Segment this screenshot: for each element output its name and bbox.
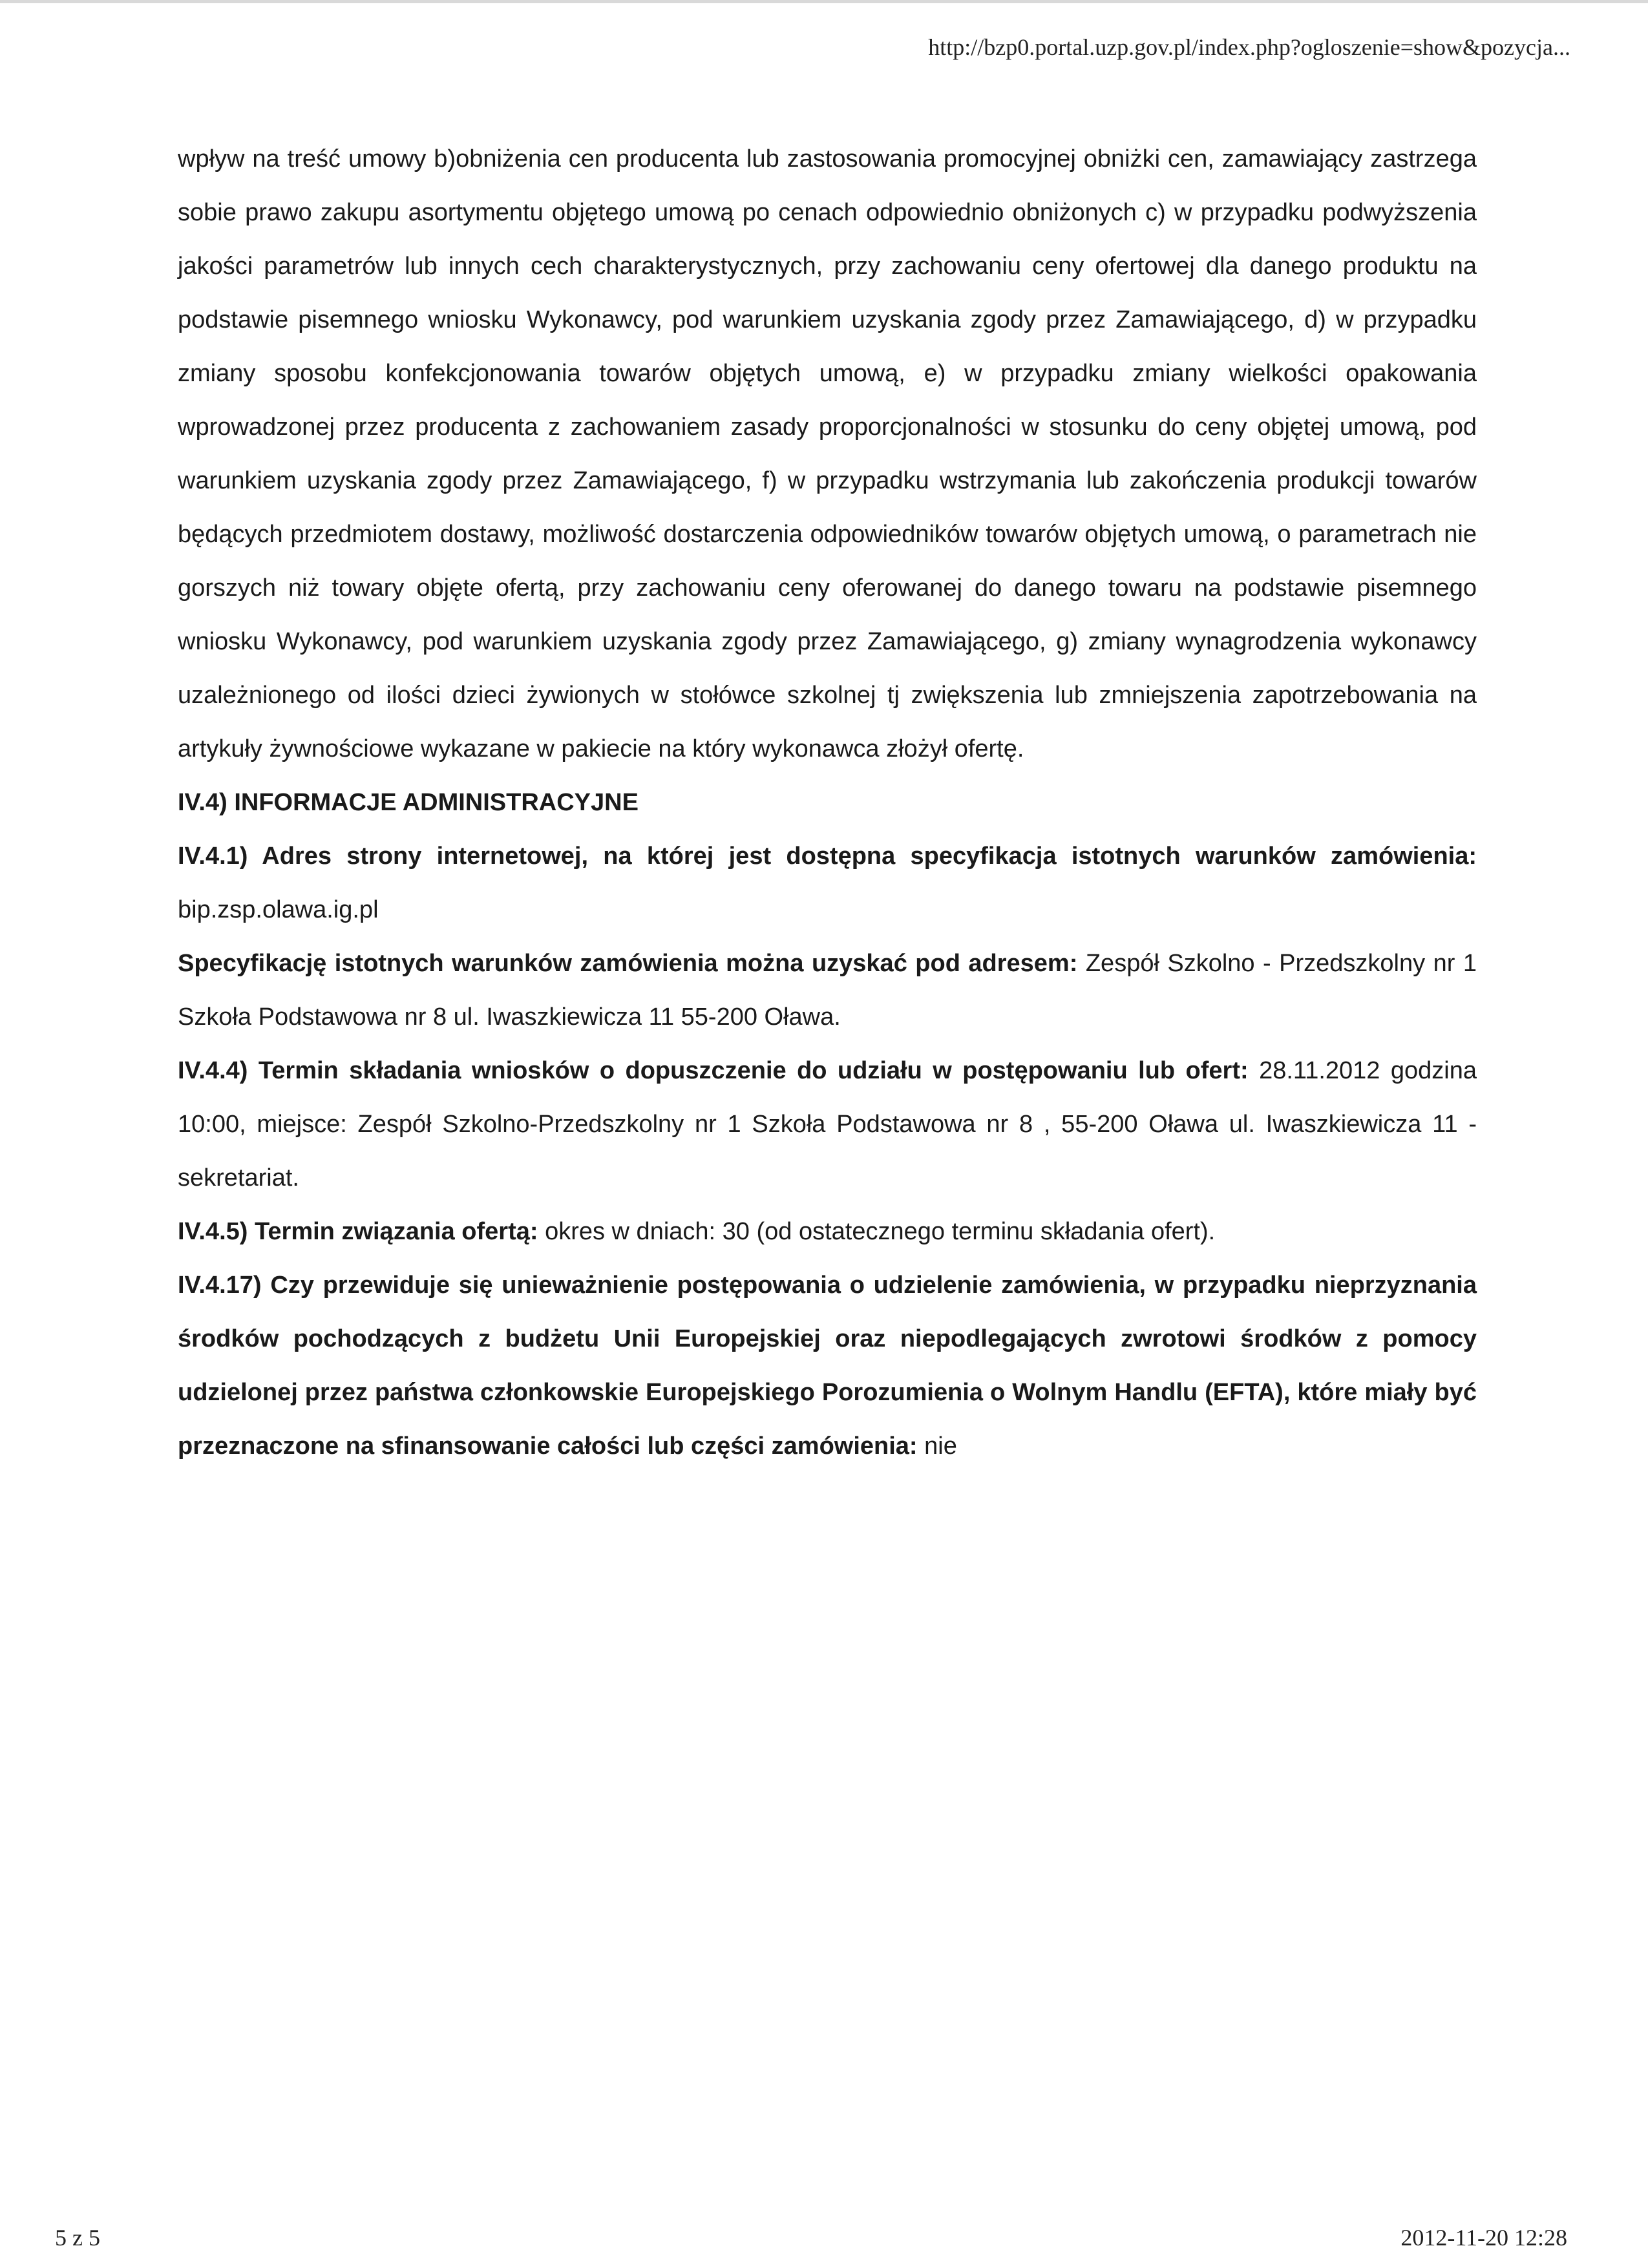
section-4-4-1-value: bip.zsp.olawa.ig.pl [178, 896, 379, 923]
page-url: http://bzp0.portal.uzp.gov.pl/index.php?ogloszenie=show&pozycja... [928, 34, 1570, 60]
section-4-4-17-label: IV.4.17) Czy przewiduje się unieważnienie postępowania o udzielenie zamówienia, w przypadku nieprzyznania środków pochodzących z budżetu Unii Europejskiej oraz niepodlegających zwrotowi środków z pomocy udzielonej przez państwa członkowskie Europejskiego Porozumienia o Wolnym Handlu (EFTA), które miały być przeznaczone na sfinansowanie całości lub części zamówienia: [178, 1272, 1477, 1460]
section-siwz-address [178, 937, 1477, 1044]
section-4-4-5-label: IV.4.5) Termin związania ofertą: [178, 1218, 538, 1245]
section-4-4-17-value: nie [924, 1433, 957, 1460]
section-4-4-4-label: IV.4.4) Termin składania wniosków o dopuszczenie do udziału w postępowaniu lub ofert: [178, 1057, 1249, 1084]
section-heading-administrative [178, 776, 1477, 830]
section-heading-text: IV.4) INFORMACJE ADMINISTRACYJNE [178, 789, 639, 816]
document-body [178, 132, 1477, 1473]
top-scan-edge [0, 0, 1648, 3]
page-number: 5 z 5 [55, 2225, 100, 2251]
section-4-4-4 [178, 1044, 1477, 1205]
section-4-4-1-label: IV.4.1) Adres strony internetowej, na której jest dostępna specyfikacja istotnych warunków zamówienia: [178, 843, 1477, 870]
section-4-4-17 [178, 1259, 1477, 1473]
paragraph-contract-changes: wpływ na treść umowy b)obniżenia cen producenta lub zastosowania promocyjnej obniżki cen, zamawiający zastrzega sobie prawo zakupu asortymentu objętego umową po cenach odpowiednio obniżonych c) w przypadku podwyższenia jakości parametrów lub innych cech charakterystycznych, przy zachowaniu ceny ofertowej dla danego produktu na podstawie pisemnego wniosku Wykonawcy, pod warunkiem uzyskania zgody przez Zamawiającego, d) w przypadku zmiany sposobu konfekcjonowania towarów objętych umową, e) w przypadku zmiany wielkości opakowania wprowadzonej przez producenta z zachowaniem zasady proporcjonalności w stosunku do ceny objętej umową, pod warunkiem uzyskania zgody przez Zamawiającego, f) w przypadku wstrzymania lub zakończenia produkcji towarów będących przedmiotem dostawy, możliwość dostarczenia odpowiedników towarów objętych umową, o parametrach nie gorszych niż towary objęte ofertą, przy zachowaniu ceny oferowanej do danego towaru na podstawie pisemnego wniosku Wykonawcy, pod warunkiem uzyskania zgody przez Zamawiającego, g) zmiany wynagrodzenia wykonawcy uzależnionego od ilości dzieci żywionych w stołówce szkolnej tj zwiększenia lub zmniejszenia zapotrzebowania na artykuły żywnościowe wykazane w pakiecie na który wykonawca złożył ofertę. [178, 145, 1477, 762]
siwz-value: Zespół Szkolno - Przedszkolny nr 1 Szkoła Podstawowa nr 8 ul. Iwaszkiewicza 11 55-200 Oława. [178, 950, 1477, 1031]
section-4-4-5-value: okres w dniach: 30 (od ostatecznego terminu składania ofert). [545, 1218, 1216, 1245]
print-timestamp: 2012-11-20 12:28 [1400, 2225, 1567, 2251]
section-4-4-4-value: 28.11.2012 godzina 10:00, miejsce: Zespół Szkolno-Przedszkolny nr 1 Szkoła Podstawowa nr 8 , 55-200 Oława ul. Iwaszkiewicza 11 - sekretariat. [178, 1057, 1477, 1192]
section-4-4-1 [178, 830, 1477, 937]
section-4-4-5 [178, 1205, 1477, 1259]
siwz-label: Specyfikację istotnych warunków zamówienia można uzyskać pod adresem: [178, 950, 1078, 977]
